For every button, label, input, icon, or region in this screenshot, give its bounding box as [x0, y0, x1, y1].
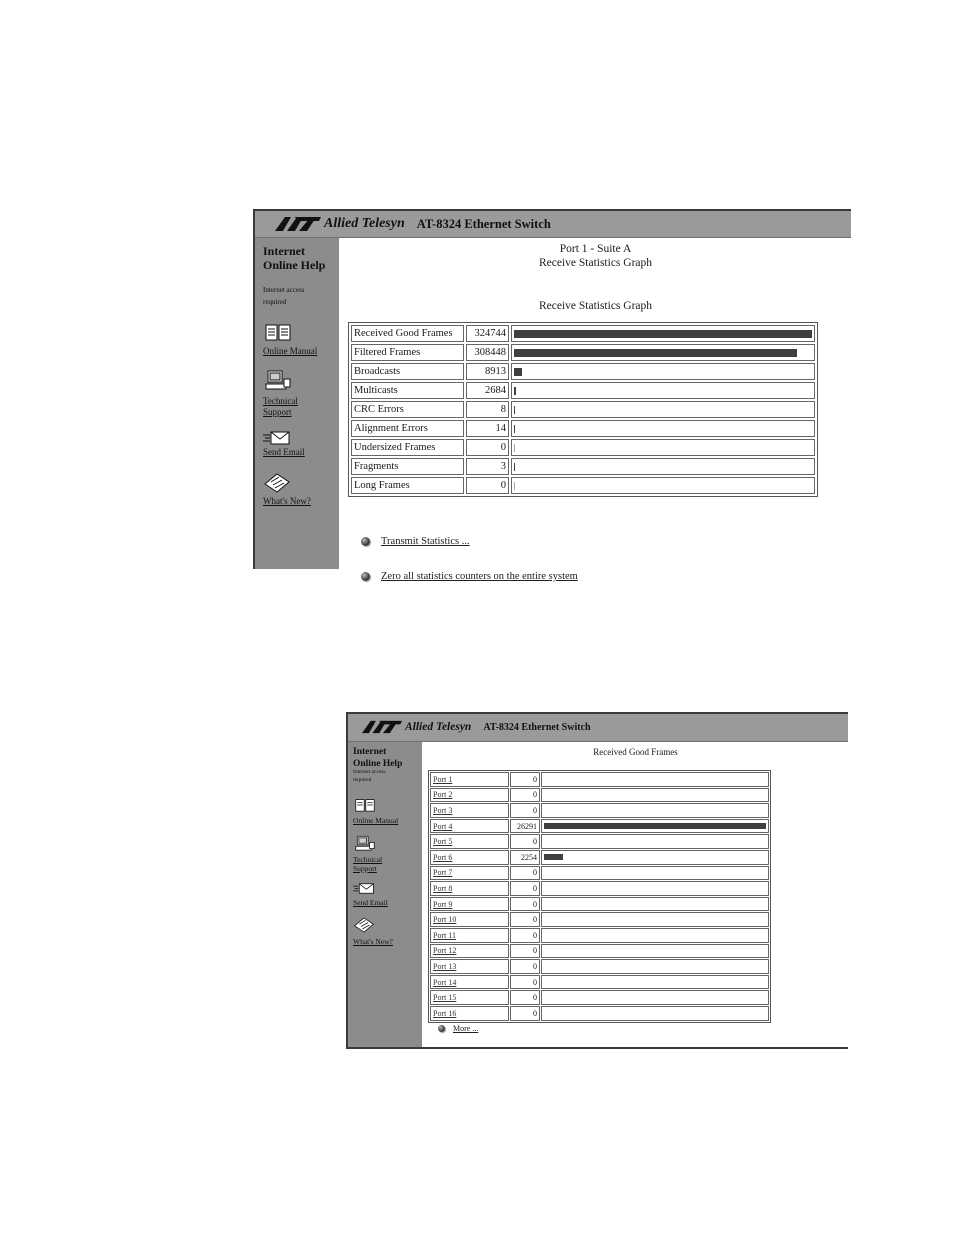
bar-mark: [514, 482, 515, 490]
sidebar-link-send-email[interactable]: Send Email: [353, 898, 388, 907]
bar-cell: [541, 990, 769, 1005]
more-link[interactable]: More ...: [453, 1024, 479, 1033]
row-value: 308448: [466, 344, 509, 361]
bar-cell: [541, 1006, 769, 1021]
envelope-icon[interactable]: [263, 430, 291, 446]
zero-counters-link[interactable]: Zero all statistics counters on the entire system: [381, 571, 578, 582]
computer-icon[interactable]: [265, 370, 291, 392]
bar-mark: [514, 368, 522, 376]
bar-cell: [541, 928, 769, 943]
row-label: Received Good Frames: [351, 325, 464, 342]
bar-mark: [514, 406, 515, 414]
sidebar-note: Internet access required: [263, 286, 305, 306]
row-value: 0: [510, 788, 541, 803]
row-label: Alignment Errors: [351, 420, 464, 437]
row-label[interactable]: [430, 788, 509, 803]
row-value: 14: [466, 420, 509, 437]
bar-cell: [511, 363, 815, 380]
sidebar-link-online-manual[interactable]: Online Manual: [263, 346, 318, 356]
help-sidebar: [348, 742, 422, 1047]
table-row: [430, 881, 769, 896]
table-row: [351, 382, 815, 399]
bar-cell: [541, 897, 769, 912]
table-row: [430, 803, 769, 818]
port-link[interactable]: Port 12: [433, 946, 457, 956]
port-link[interactable]: Port 4: [433, 821, 453, 831]
table-row: [430, 866, 769, 881]
bar-cell: [511, 458, 815, 475]
table-row: [430, 928, 769, 943]
port-link[interactable]: Port 11: [433, 930, 457, 940]
table-row: [430, 1006, 769, 1021]
row-value: 0: [466, 477, 509, 494]
row-value: 8913: [466, 363, 509, 380]
row-value: 2254: [510, 850, 541, 865]
row-label: Long Frames: [351, 477, 464, 494]
port-link[interactable]: Port 6: [433, 852, 453, 862]
bar-cell: [541, 772, 769, 787]
table-row: [430, 772, 769, 787]
row-value: 0: [510, 772, 541, 787]
row-label[interactable]: [430, 897, 509, 912]
bar-mark: [514, 444, 515, 452]
receive-statistics-table: [348, 322, 818, 497]
bar-cell: [511, 382, 815, 399]
bar-cell: [541, 819, 769, 834]
row-label: Fragments: [351, 458, 464, 475]
row-label[interactable]: [430, 944, 509, 959]
bar-cell: [541, 850, 769, 865]
bar-cell: [511, 401, 815, 418]
table-row: [351, 363, 815, 380]
book-icon[interactable]: [265, 322, 291, 342]
row-value: 0: [466, 439, 509, 456]
table-row: [430, 834, 769, 849]
sidebar-link-technical-support[interactable]: Technical Support: [263, 396, 298, 417]
table-row: [430, 944, 769, 959]
port-link[interactable]: Port 13: [433, 961, 457, 971]
transmit-statistics-bullet[interactable]: [361, 536, 470, 547]
row-label[interactable]: [430, 803, 509, 818]
row-label: Filtered Frames: [351, 344, 464, 361]
row-label: Multicasts: [351, 382, 464, 399]
sidebar-link-send-email[interactable]: Send Email: [263, 447, 305, 457]
port-link[interactable]: Port 7: [433, 868, 453, 878]
row-value: 3: [466, 458, 509, 475]
bar-mark: [514, 330, 812, 338]
allied-telesyn-logo: [275, 216, 551, 232]
row-value: 0: [510, 834, 541, 849]
sidebar-link-whats-new[interactable]: What's New?: [263, 496, 311, 506]
row-label[interactable]: [430, 928, 509, 943]
port-link[interactable]: Port 8: [433, 883, 453, 893]
row-label[interactable]: [430, 990, 509, 1005]
computer-icon[interactable]: [355, 835, 375, 853]
table-row: [351, 458, 815, 475]
received-good-frames-table: [428, 770, 771, 1023]
zero-counters-bullet[interactable]: [361, 571, 578, 582]
port-link[interactable]: Port 15: [433, 993, 457, 1003]
product-name: AT-8324 Ethernet Switch: [483, 721, 591, 733]
table-row: [430, 850, 769, 865]
row-value: 26291: [510, 819, 541, 834]
bar-cell: [541, 803, 769, 818]
bar-mark: [514, 387, 516, 395]
bar-cell: [511, 439, 815, 456]
row-label[interactable]: [430, 912, 509, 927]
row-label: CRC Errors: [351, 401, 464, 418]
sidebar-title: Internet Online Help: [263, 244, 326, 272]
port-link[interactable]: Port 5: [433, 837, 453, 847]
sidebar-link-online-manual[interactable]: Online Manual: [353, 816, 399, 825]
bar-cell: [511, 344, 815, 361]
row-label[interactable]: [430, 975, 509, 990]
sidebar-title: Internet Online Help: [353, 747, 403, 769]
bullet-ball-icon: [438, 1025, 445, 1032]
port-link[interactable]: Port 2: [433, 790, 453, 800]
row-value: 0: [510, 866, 541, 881]
row-label[interactable]: [430, 959, 509, 974]
help-sidebar: [255, 238, 339, 569]
bar-mark: [544, 823, 766, 829]
port-link[interactable]: Port 1: [433, 774, 453, 784]
header-banner: [348, 714, 848, 742]
table-row: [430, 819, 769, 834]
port-link[interactable]: Port 16: [433, 1008, 457, 1018]
bar-mark: [544, 854, 563, 860]
row-label[interactable]: [430, 819, 509, 834]
page-title: Received Good Frames: [593, 747, 678, 757]
port-link[interactable]: Port 10: [433, 915, 457, 925]
bar-cell: [511, 325, 815, 342]
table-row: [351, 477, 815, 494]
bar-cell: [541, 912, 769, 927]
port-link[interactable]: Port 9: [433, 899, 453, 909]
table-row: [430, 912, 769, 927]
row-value: 0: [510, 975, 541, 990]
table-row: [351, 401, 815, 418]
bar-cell: [541, 959, 769, 974]
row-value: 0: [510, 990, 541, 1005]
brand-name: Allied Telesyn: [405, 721, 472, 733]
bullet-ball-icon: [361, 572, 370, 581]
row-value: 0: [510, 1006, 541, 1021]
row-value: 2684: [466, 382, 509, 399]
newspaper-icon[interactable]: [263, 472, 291, 494]
bar-cell: [541, 866, 769, 881]
row-label[interactable]: [430, 834, 509, 849]
product-name: AT-8324 Ethernet Switch: [416, 216, 551, 231]
page-title: Port 1 - Suite A Receive Statistics Graph: [538, 243, 653, 269]
newspaper-icon[interactable]: [353, 916, 375, 934]
row-value: 0: [510, 897, 541, 912]
received-good-frames-window: [346, 712, 848, 1049]
bar-cell: [511, 420, 815, 437]
row-value: 0: [510, 912, 541, 927]
sidebar-link-whats-new[interactable]: What's New?: [353, 937, 393, 946]
table-row: [351, 439, 815, 456]
at-logo-icon: [362, 720, 402, 734]
row-label[interactable]: [430, 772, 509, 787]
table-row: [430, 788, 769, 803]
envelope-icon[interactable]: [353, 882, 375, 895]
more-bullet[interactable]: [438, 1024, 478, 1033]
row-value: 0: [510, 803, 541, 818]
table-row: [430, 959, 769, 974]
bar-cell: [541, 944, 769, 959]
table-row: [351, 325, 815, 342]
bar-mark: [514, 349, 797, 357]
main-content: [423, 742, 848, 1047]
row-value: 0: [510, 944, 541, 959]
sidebar-link-technical-support[interactable]: Technical Support: [353, 855, 383, 873]
row-value: 0: [510, 881, 541, 896]
table-row: [351, 344, 815, 361]
row-value: 0: [510, 928, 541, 943]
row-label[interactable]: [430, 881, 509, 896]
allied-telesyn-logo: [362, 720, 591, 734]
row-value: 0: [510, 959, 541, 974]
table-row: [430, 975, 769, 990]
row-label: Broadcasts: [351, 363, 464, 380]
transmit-statistics-link[interactable]: Transmit Statistics ...: [381, 536, 470, 547]
bullet-ball-icon: [361, 537, 370, 546]
brand-name: Allied Telesyn: [324, 216, 405, 231]
row-value: 8: [466, 401, 509, 418]
port-link[interactable]: Port 14: [433, 977, 457, 987]
graph-title: Receive Statistics Graph: [538, 300, 653, 312]
table-row: [430, 990, 769, 1005]
bar-cell: [541, 975, 769, 990]
row-label: Undersized Frames: [351, 439, 464, 456]
at-logo-icon: [275, 216, 321, 232]
receive-statistics-window: [253, 209, 851, 582]
main-content: [340, 238, 851, 582]
sidebar-note: Internet access required: [353, 769, 386, 783]
row-value: 324744: [466, 325, 509, 342]
bar-cell: [541, 788, 769, 803]
port-link[interactable]: Port 3: [433, 805, 453, 815]
table-row: [430, 897, 769, 912]
table-row: [351, 420, 815, 437]
book-icon[interactable]: [355, 797, 375, 813]
bar-cell: [541, 881, 769, 896]
bar-cell: [541, 834, 769, 849]
header-banner: [255, 211, 851, 238]
row-label[interactable]: [430, 1006, 509, 1021]
bar-cell: [511, 477, 815, 494]
row-label[interactable]: [430, 866, 509, 881]
bar-mark: [514, 463, 515, 471]
row-label[interactable]: [430, 850, 509, 865]
bar-mark: [514, 425, 515, 433]
